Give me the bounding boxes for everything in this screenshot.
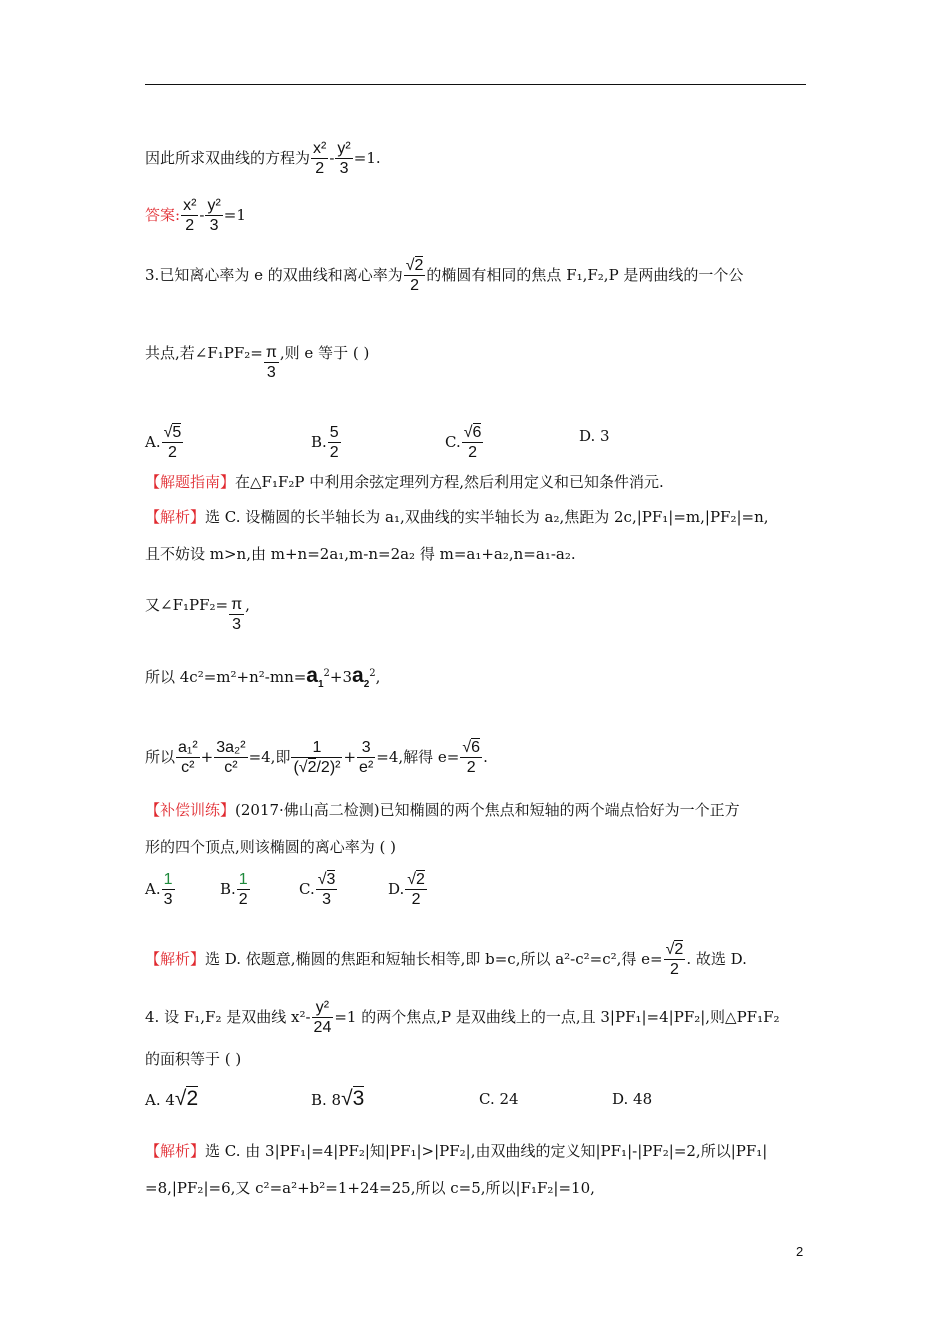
q4-stem-cont: 的面积等于 ( ) (145, 1050, 242, 1068)
q4-option-a[interactable]: A. 4√2 (145, 1087, 199, 1110)
q3-option-c[interactable]: C. $\frac{√6}{2}$ (445, 424, 482, 461)
header-rule (145, 84, 806, 85)
q3-guide: 【解题指南】在△F₁F₂P 中利用余弦定理列方程,然后利用定义和已知条件消元. (145, 473, 664, 491)
q3-option-b[interactable]: B. $\frac{5}{2}$ (311, 424, 339, 461)
supp-option-b[interactable]: B. $\frac{1}{2}$ (220, 871, 248, 908)
q3-option-d[interactable]: D. 3 (579, 427, 610, 445)
analysis-label: 【解析】 (145, 508, 206, 526)
q3-analysis-4: 所以 $4c^2=m^2+n^2-mn=a_1^2+3a_2^2$, (145, 664, 381, 691)
q3-analysis-2: 且不妨设 m>n,由 m+n=2a₁,m-n=2a₂ 得 m=a₁+a₂,n=a₁-a₂. (145, 545, 576, 563)
answer-label: 答案: (145, 206, 181, 224)
supp-stem: 【补偿训练】(2017·佛山高二检测)已知椭圆的两个焦点和短轴的两个端点恰好为一个正方 (145, 801, 740, 819)
supp-analysis: 【解析】选 D. 依题意,椭圆的焦距和短轴长相等,即 b=c,所以 a²-c²=c²,得 e= $\frac{√2}{2}$ . 故选 D. (145, 941, 747, 978)
q3-stem-cont: 共点,若∠F₁PF₂= $\frac{\pi}{3}$ ,则 e 等于 ( ) (145, 344, 370, 381)
analysis-label: 【解析】 (145, 1142, 206, 1160)
q4-analysis-2: =8,|PF₂|=6,又 c²=a²+b²=1+24=25,所以 c=5,所以|F₁F₂|=10, (145, 1179, 595, 1197)
conclusion-line: 因此所求双曲线的方程为 $\frac{\text{x²}}{2}$ - $\frac{\text{y²}}{3}$ =1. (145, 140, 381, 177)
q3-analysis-5: 所以 $\frac{\text{a₁²}}{\text{c²}}$ + $\frac{\text{3a₂²}}{\text{c²}}$ =4,即 $\frac{1}{\text{(√2/2)²}}$ + $\frac{3}{\text{e²}}$ =4,解得 e= $\frac{√6}{2}$ . (145, 739, 488, 776)
answer-line: 答案: $\frac{\text{x²}}{2}$ - $\frac{\text{y²}}{3}$ =1 (145, 197, 246, 234)
q3-stem: 3.已知离心率为 e 的双曲线和离心率为 $\frac{√2}{2}$ 的椭圆有相同的焦点 F₁,F₂,P 是两曲线的一个公 (145, 257, 744, 294)
q3-analysis-3: 又∠F₁PF₂= $\frac{\pi}{3}$ , (145, 596, 250, 633)
guide-label: 【解题指南】 (145, 473, 236, 491)
supp-option-d[interactable]: D. $\frac{√2}{2}$ (388, 871, 425, 908)
supp-option-c[interactable]: C. $\frac{√3}{3}$ (299, 871, 336, 908)
page-number: 2 (796, 1244, 804, 1259)
analysis-label: 【解析】 (145, 950, 206, 968)
q4-option-d[interactable]: D. 48 (612, 1090, 653, 1108)
supp-option-a[interactable]: A. $\frac{1}{3}$ (145, 871, 173, 908)
supp-stem-cont: 形的四个顶点,则该椭圆的离心率为 ( ) (145, 838, 397, 856)
q4-stem: 4. 设 F₁,F₂ 是双曲线 x²- $\frac{\text{y²}}{24}$ =1 的两个焦点,P 是双曲线上的一点,且 3|PF₁|=4|PF₂|,则△PF₁F₂ (145, 999, 780, 1036)
supp-label: 【补偿训练】 (145, 801, 236, 819)
q4-option-c[interactable]: C. 24 (479, 1090, 519, 1108)
q4-analysis-1: 【解析】选 C. 由 3|PF₁|=4|PF₂|知|PF₁|>|PF₂|,由双曲线的定义知|PF₁|-|PF₂|=2,所以|PF₁| (145, 1142, 768, 1160)
q4-option-b[interactable]: B. 8√3 (311, 1087, 365, 1110)
q3-analysis-1: 【解析】选 C. 设椭圆的长半轴长为 a₁,双曲线的实半轴长为 a₂,焦距为 2c,|PF₁|=m,|PF₂|=n, (145, 508, 769, 526)
q3-option-a[interactable]: A. $\frac{√5}{2}$ (145, 424, 182, 461)
